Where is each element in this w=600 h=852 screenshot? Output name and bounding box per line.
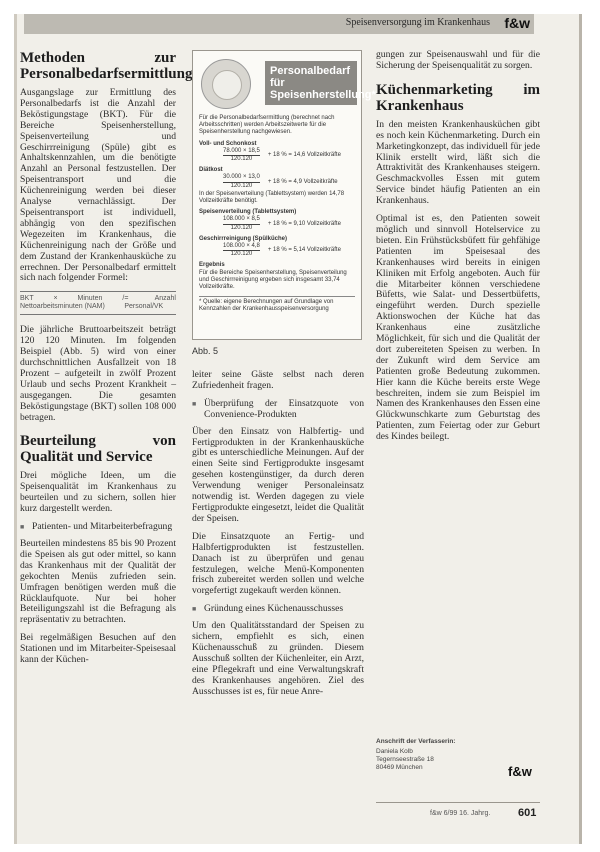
formula-denominator: 120.120 [223,250,260,258]
section-header [24,14,534,34]
infobox-section [199,236,355,259]
footer-magazine: f&w 6/99 16. Jahrg. [430,810,491,817]
figure-label: Abb. 5 [192,346,219,356]
infobox-section [199,209,355,232]
bullet-convenience: ■ Überprüfung der Einsatzquote von Convenience-Produkten [192,399,364,421]
footer-logo: f&w [508,764,532,779]
heading-kuechenmarketing: Küchenmarketing im Krankenhaus [376,81,540,114]
section-title: Speisenversorgung im Krankenhaus [345,17,490,28]
paragraph: gungen zur Speisenauswahl und für die Sicherung der Speisenqualität zu sorgen. [376,49,540,71]
bullet-kuechenausschuss: ■ Gründung eines Küchenausschusses [192,604,364,615]
formula-left: BKT × Minuten / Nettoarbeitsminuten (NAM) [20,295,125,311]
infobox-ergebnis: Für die Bereiche Speisenherstellung, Speisenverteilung und Geschirrreinigung ergeben sich insgesamt 33,74 Vollzeitkräfte. [199,269,347,291]
infobox-footnote: * Quelle: eigene Berechnungen auf Grundlage von Kennzahlen der Krankenhausspeisenversorgung [199,296,355,313]
infobox-intro: Für die Personalbedarfsermittlung (berechnet nach Arbeitsschritten) werden Arbeitszeitwerte für die Speisenherstellung nachgewiesen. [199,115,335,136]
paragraph: Beurteilen mindestens 85 bis 90 Prozent die Speisen als gut oder mittel, so kann das Krankenhaus mit der Qualität der gekochten Menüs zufrieden sein. Umfragen benötigen werden muß die Rücklaufquote. Nur bei hoher Beteiligungszahl ist die Befragung als repräsentativ zu betrachten. [20,538,176,626]
author-city: 80469 München [376,764,423,771]
infobox-section [199,167,355,205]
paragraph: Die Einsatzquote an Fertig- und Halbfertigprodukten ist festzustellen. Danach ist zu überprüfen und genau festzulegen, welche Menü-Komponenten frisch zubereitet werden sollen und welche vorgefertigt zugekauft werden können. [192,530,364,597]
formula-denominator: 120.120 [223,224,260,232]
infobox-section-title: Voll- und Schonkost [199,140,257,147]
infobox-formula [223,174,355,189]
infobox-note: In der Speisenverteilung (Tablettsystem) werden 14,78 Vollzeitkräfte benötigt. [199,190,345,205]
paragraph: Die jährliche Bruttoarbeitszeit beträgt 120 120 Minuten. Im folgenden Beispiel (Abb. 5) wird von einer durchschnittlichen Ausfallzeit von 18 Prozent – aufgeteilt in zwölf Prozent Urlaub und sechs Prozent Krankheit – ausgegangen. Die gesamten Beköstigungstage (BKT) sollen 108 000 betragen. [20,324,176,423]
infobox-section [199,141,355,164]
formula-numerator: 108.000 × 4,8 [223,243,260,250]
heading-qualitaet: Beurteilung von Qualität und Service [20,433,176,466]
infobox-body [199,115,355,314]
magazine-logo: f&w [504,15,530,31]
author-name: Daniela Kolb [376,748,413,755]
bullet-befragung: ■ Patienten- und Mitarbeiterbefragung [20,522,176,533]
column-middle [192,370,364,704]
column-right [376,50,540,450]
infobox-formula [223,216,355,231]
formula-result: + 18 % = 5,14 Vollzeitkräfte [267,247,341,254]
formula-numerator: 108.000 × 8,5 [223,216,260,223]
infobox-formula [223,243,355,258]
formula-right: = Anzahl Personal/VK [124,295,176,311]
paragraph: Drei mögliche Ideen, um die Speisenqualität im Krankenhaus zu beurteilen und zu sichern, sollen hier kurz dargestellt werden. [20,470,176,515]
formula-result: + 18 % = 9,10 Vollzeitkräfte [267,220,341,227]
formula-denominator: 120.120 [223,182,260,190]
formula [20,291,176,315]
paragraph: Ausgangslage zur Ermittlung des Personalbedarfs ist die Anzahl der Beköstigungstage (BKT). Für die Bereiche Speisenherstellung, Speisenverteilung und Geschirrreinigung (Spüle) gibt es Anhaltskennzahlen, um die benötigte Anzahl an Personal festzustellen. Der Speisentransport und die Küchenreinigung werden bei dieser Analyse vernachlässigt. Der Speisentransport ist individuell, abhängig von den spezifischen Wegezeiten im Krankenhaus, die Küchenreinigung nach der Größe und dem Zustand der Krankenhausküche zu errechnen. Der Personalbedarf ermittelt sich nach folgender Formel: [20,87,176,284]
infobox-section-title: Geschirrreinigung (Spülküche) [199,235,288,242]
paragraph: leiter seine Gäste selbst nach deren Zufriedenheit fragen. [192,369,364,391]
page-number: 601 [518,807,537,819]
infobox-title: Personalbedarf für Speisenherstellung* [265,61,357,105]
paragraph: Über den Einsatz von Halbfertig- und Fertigprodukten in der Krankenhausküche gibt es unterschiedliche Meinungen. Auf der einen Seite sind Fertigprodukte insgesamt gesehen kostengünstiger, da durch deren Verwendung weniger Personaleinsatz notwendig ist. Werden dagegen zu viele Fertigprodukte eingesetzt, leidet die Qualität der Speisen. [192,425,364,524]
infobox-personalbedarf [192,50,376,340]
author-title: Anschrift der Verfasserin: [376,738,456,745]
infobox-section-title: Diätkost [199,167,223,174]
formula-result: + 18 % = 14,6 Vollzeitkräfte [267,151,341,158]
infobox-formula [223,148,355,163]
infobox-section-title: Speisenverteilung (Tablettsystem) [199,209,297,216]
paragraph: Um den Qualitätsstandard der Speisen zu sichern, empfiehlt es sich, einen Küchenausschuß zu gründen. Diesem Ausschuß sollten der Küchenleiter, ein Arzt, eine Pflegekraft und eine Verwaltungskraft des Krankenhauses angehören. Ziel des Ausschusses ist es, für neue Anre- [192,620,364,697]
paragraph: Optimal ist es, den Patienten soweit möglich und sinnvoll Hotelservice zu bieten. Ein Frühstücksbüfett für gehfähige Patienten im Speisesaal des Krankenhauses wird bereits in einigen Kliniken mit Erfolg angeboten. Auch für die Mitarbeiter können verschiedene Büfetts, wie Salat- und Dessertbüfetts, eingeführt werden. Durch spezielle Aktionswochen der Küche hat das Krankenhaus eine zusätzliche Möglichkeit, für sich und die Qualität der dort zubereiteten Speisen zu werben. In der Zukunft wird dem Service am Patienten große Bedeutung zukommen. Hier kann die Küche bereits erste Wege beschreiten, indem sie zum Beispiel im Namen des Krankenhauses den Essen eine Glückwunschkarte zum Geburtstag des Patienten, zum Feiertag oder zur Geburt des Kindes beilegt. [376,213,540,443]
formula-denominator: 120.120 [223,155,260,163]
heading-personalbedarf: Methoden zur Personalbedarfsermittlung [20,50,193,82]
paragraph: In den meisten Krankenhausküchen gibt es noch kein Küchenmarketing. Durch ein Marketingkonzept, das individuell für jede Klinik erstellt wird, läßt sich die Attraktivität des Krankenhauses steigern. Geschmackvolles Essen mit gutem Service bindet häufig Patienten an ein Krankenhaus. [376,118,540,207]
formula-numerator: 78.000 × 18,5 [223,147,260,154]
author-street: Tegernseestraße 18 [376,756,434,763]
infobox-ergebnis-title: Ergebnis [199,262,225,269]
plate-icon [201,59,251,109]
column-left [20,50,193,673]
formula-result: + 18 % = 4,9 Vollzeitkräfte [267,178,338,185]
formula-numerator: 30.000 × 13,0 [223,174,260,181]
paragraph: Bei regelmäßigen Besuchen auf den Stationen und im Mitarbeiter-Speisesaal kann der Küchen- [20,632,176,666]
footer-divider [376,802,540,803]
